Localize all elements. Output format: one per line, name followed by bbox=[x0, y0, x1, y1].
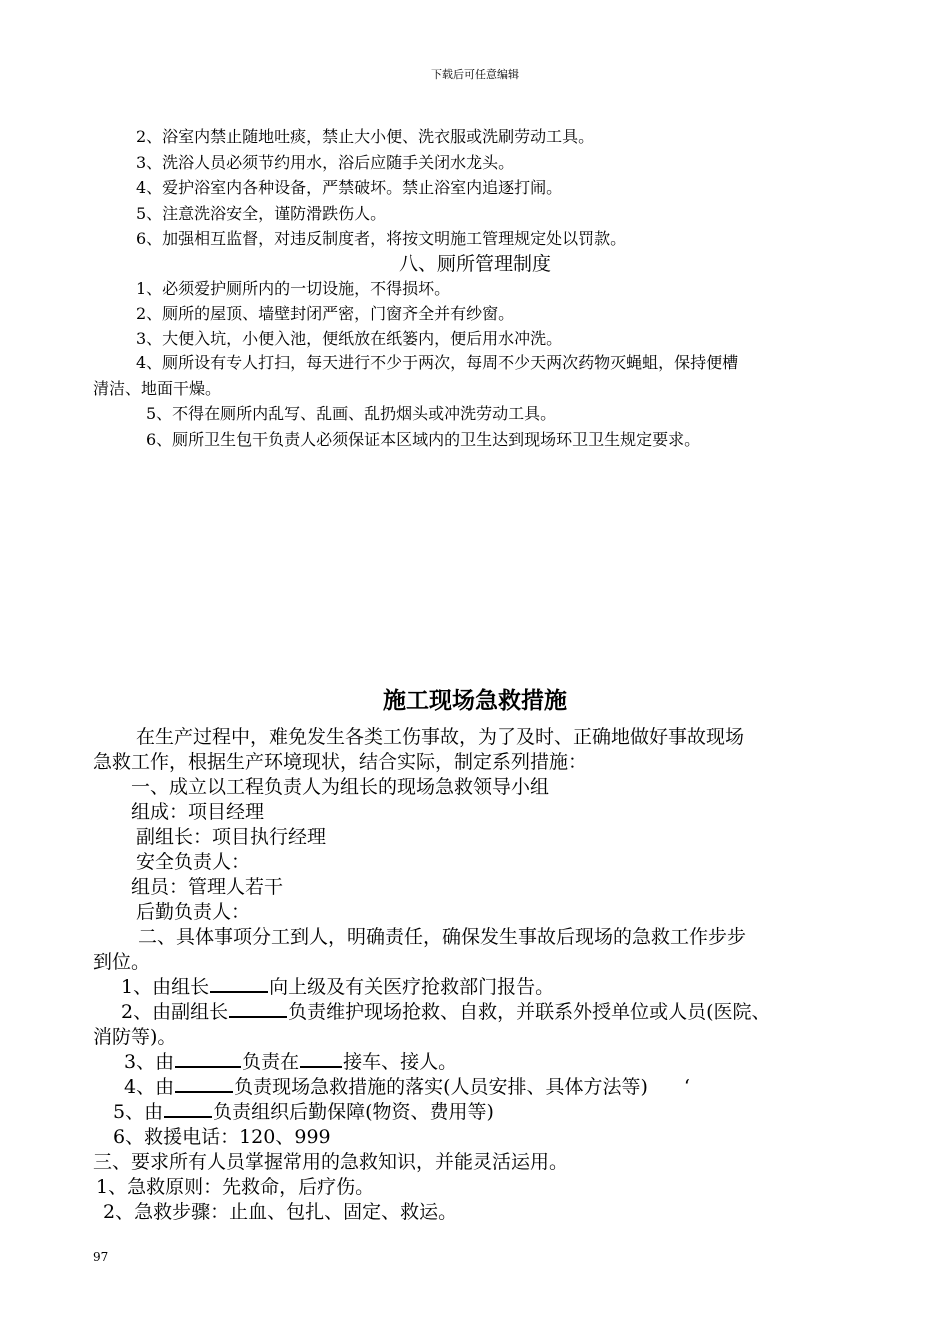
toilet-rule-5: 5、不得在厕所内乱写、乱画、乱扔烟头或冲洗劳动工具。 bbox=[146, 404, 557, 423]
duty-5-prefix: 5、由 bbox=[113, 1101, 164, 1123]
knowledge-2: 2、急救步骤：止血、包扎、固定、救运。 bbox=[103, 1201, 458, 1223]
stray-quote-mark: ‘ bbox=[683, 1076, 690, 1098]
page-header: 下载后可任意编辑 bbox=[431, 68, 519, 81]
fill-blank bbox=[300, 1048, 342, 1068]
section-2-title-line-2: 到位。 bbox=[93, 951, 151, 973]
section-3-title: 三、要求所有人员掌握常用的急救知识，并能灵活运用。 bbox=[93, 1151, 569, 1173]
emergency-intro-line-1: 在生产过程中，难免发生各类工伤事故，为了及时、正确地做好事故现场 bbox=[136, 726, 745, 748]
fill-blank bbox=[175, 1048, 241, 1068]
toilet-section-title: 八、厕所管理制度 bbox=[398, 253, 551, 275]
duty-1-prefix: 1、由组长 bbox=[121, 976, 210, 998]
duty-4-prefix: 4、由 bbox=[124, 1076, 175, 1098]
duty-1-text: 向上级及有关医疗抢救部门报告。 bbox=[269, 976, 555, 998]
section-1-title: 一、成立以工程负责人为组长的现场急救领导小组 bbox=[131, 776, 550, 798]
fill-blank bbox=[210, 973, 268, 993]
duty-3-mid: 负责在 bbox=[242, 1051, 300, 1073]
duty-4 bbox=[124, 1072, 690, 1099]
bath-rule-2: 2、浴室内禁止随地吐痰，禁止大小便、洗衣服或洗刷劳动工具。 bbox=[136, 127, 595, 146]
toilet-rule-4: 4、厕所设有专人打扫，每天进行不少于两次，每周不少天两次药物灭蝇蛆，保持便槽 bbox=[136, 353, 739, 372]
bath-rule-6: 6、加强相互监督，对违反制度者，将按文明施工管理规定处以罚款。 bbox=[136, 229, 627, 248]
page-number: 97 bbox=[93, 1250, 109, 1264]
toilet-rule-3: 3、大便入坑，小便入池，便纸放在纸篓内，便后用水冲洗。 bbox=[136, 329, 563, 348]
duty-5 bbox=[113, 1097, 494, 1124]
toilet-rule-6: 6、厕所卫生包干负责人必须保证本区域内的卫生达到现场环卫卫生规定要求。 bbox=[146, 430, 701, 449]
fill-blank bbox=[164, 1098, 212, 1118]
fill-blank bbox=[229, 998, 287, 1018]
duty-4-text: 负责现场急救措施的落实(人员安排、具体方法等) bbox=[234, 1076, 648, 1098]
duty-3-text: 接车、接人。 bbox=[343, 1051, 458, 1073]
duty-2-prefix: 2、由副组长 bbox=[121, 1001, 229, 1023]
duty-2-text: 负责维护现场抢救、自救，并联系外授单位或人员(医院、 bbox=[288, 1001, 771, 1023]
duty-3 bbox=[124, 1047, 457, 1074]
duty-2-cont: 消防等)。 bbox=[93, 1026, 177, 1048]
bath-rule-3: 3、洗浴人员必须节约用水，浴后应随手关闭水龙头。 bbox=[136, 153, 515, 172]
team-safety-officer: 安全负责人： bbox=[136, 851, 251, 873]
duty-2 bbox=[121, 997, 771, 1024]
duty-6-emergency-phone: 6、救援电话：120、999 bbox=[113, 1126, 331, 1148]
bath-rule-5: 5、注意洗浴安全，谨防滑跌伤人。 bbox=[136, 204, 387, 223]
knowledge-1: 1、急救原则：先救命，后疗伤。 bbox=[96, 1176, 375, 1198]
team-deputy: 副组长：项目执行经理 bbox=[136, 826, 327, 848]
emergency-title: 施工现场急救措施 bbox=[383, 687, 567, 714]
team-members: 组员：管理人若干 bbox=[131, 876, 284, 898]
toilet-rule-4-cont: 清洁、地面干燥。 bbox=[93, 379, 222, 398]
fill-blank bbox=[175, 1073, 233, 1093]
toilet-rule-2: 2、厕所的屋顶、墙壁封闭严密，门窗齐全并有纱窗。 bbox=[136, 304, 515, 323]
duty-1 bbox=[121, 972, 554, 999]
emergency-intro-line-2: 急救工作，根据生产环境现状，结合实际，制定系列措施： bbox=[93, 751, 588, 773]
bath-rule-4: 4、爱护浴室内各种设备，严禁破坏。禁止浴室内追逐打闹。 bbox=[136, 178, 563, 197]
team-logistics: 后勤负责人： bbox=[136, 901, 251, 923]
duty-3-prefix: 3、由 bbox=[124, 1051, 175, 1073]
toilet-rule-1: 1、必须爱护厕所内的一切设施，不得损坏。 bbox=[136, 279, 451, 298]
section-2-title-line-1: 二、具体事项分工到人，明确责任，确保发生事故后现场的急救工作步步 bbox=[138, 926, 747, 948]
team-leader: 组成：项目经理 bbox=[131, 801, 265, 823]
duty-5-text: 负责组织后勤保障(物资、费用等) bbox=[213, 1101, 494, 1123]
